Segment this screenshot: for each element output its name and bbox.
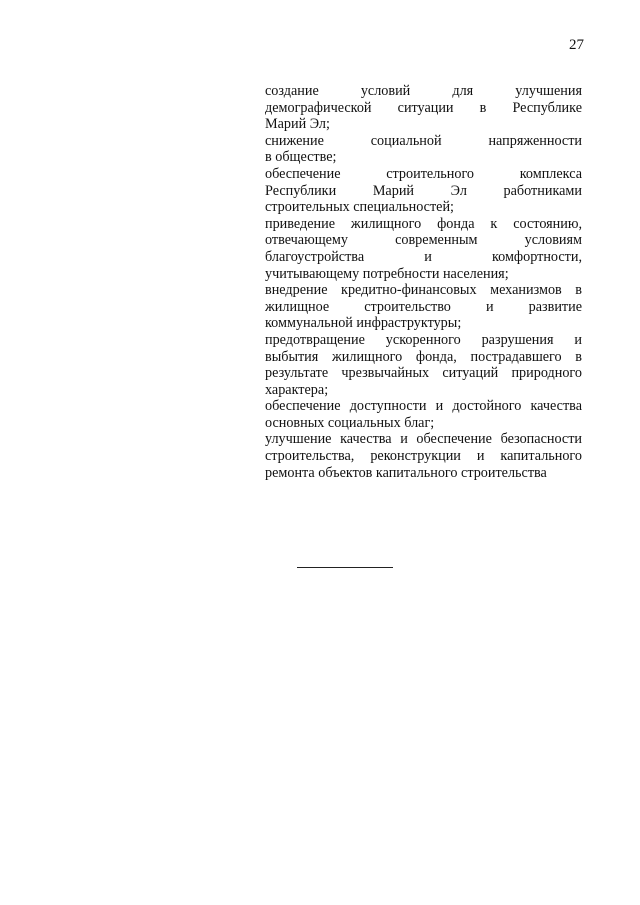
text-line: улучшение качества и обеспечение безопасности xyxy=(265,431,582,448)
text-line: создание условий для улучшения xyxy=(265,83,582,99)
text-line: выбытия жилищного фонда, пострадавшего в xyxy=(265,348,582,365)
goal-item xyxy=(265,216,582,282)
text-line: строительных специальностей; xyxy=(265,199,454,216)
text-line: учитывающему потребности населения; xyxy=(265,265,509,282)
text-line: обеспечение доступности и достойного качества xyxy=(265,398,582,415)
text-line: отвечающему современным условиям xyxy=(265,232,582,249)
goal-item xyxy=(265,431,582,481)
text-line: характера; xyxy=(265,381,329,398)
text-line: внедрение кредитно-финансовых механизмов в xyxy=(265,282,582,299)
text-line: приведение жилищного фонда к состоянию, xyxy=(265,215,582,232)
text-line: обеспечение строительного комплекса xyxy=(265,165,582,182)
text-line: предотвращение ускоренного разрушения и xyxy=(265,331,582,348)
text-line: ремонта объектов капитального строительства xyxy=(265,464,547,481)
goal-item xyxy=(265,398,582,431)
text-line: демографической ситуации в Республике xyxy=(265,99,582,116)
text-line: в обществе; xyxy=(265,149,337,166)
text-line: коммунальной инфраструктуры; xyxy=(265,315,462,332)
goals-list xyxy=(265,83,582,481)
text-line: Республики Марий Эл работниками xyxy=(265,182,582,199)
goal-item xyxy=(265,83,582,133)
page-number: 27 xyxy=(569,37,584,53)
text-line: основных социальных благ; xyxy=(265,414,435,431)
text-line: жилищное строительство и развитие xyxy=(265,298,582,315)
text-line: благоустройства и комфортности, xyxy=(265,248,582,265)
goal-item xyxy=(265,332,582,398)
goal-item xyxy=(265,166,582,216)
goal-item xyxy=(265,133,582,166)
goal-item xyxy=(265,282,582,332)
text-line: Марий Эл; xyxy=(265,116,330,133)
text-line: результате чрезвычайных ситуаций природного xyxy=(265,365,582,382)
text-line: строительства, реконструкции и капитального xyxy=(265,448,582,465)
text-line: снижение социальной напряженности xyxy=(265,132,582,149)
end-separator-line xyxy=(297,567,393,568)
